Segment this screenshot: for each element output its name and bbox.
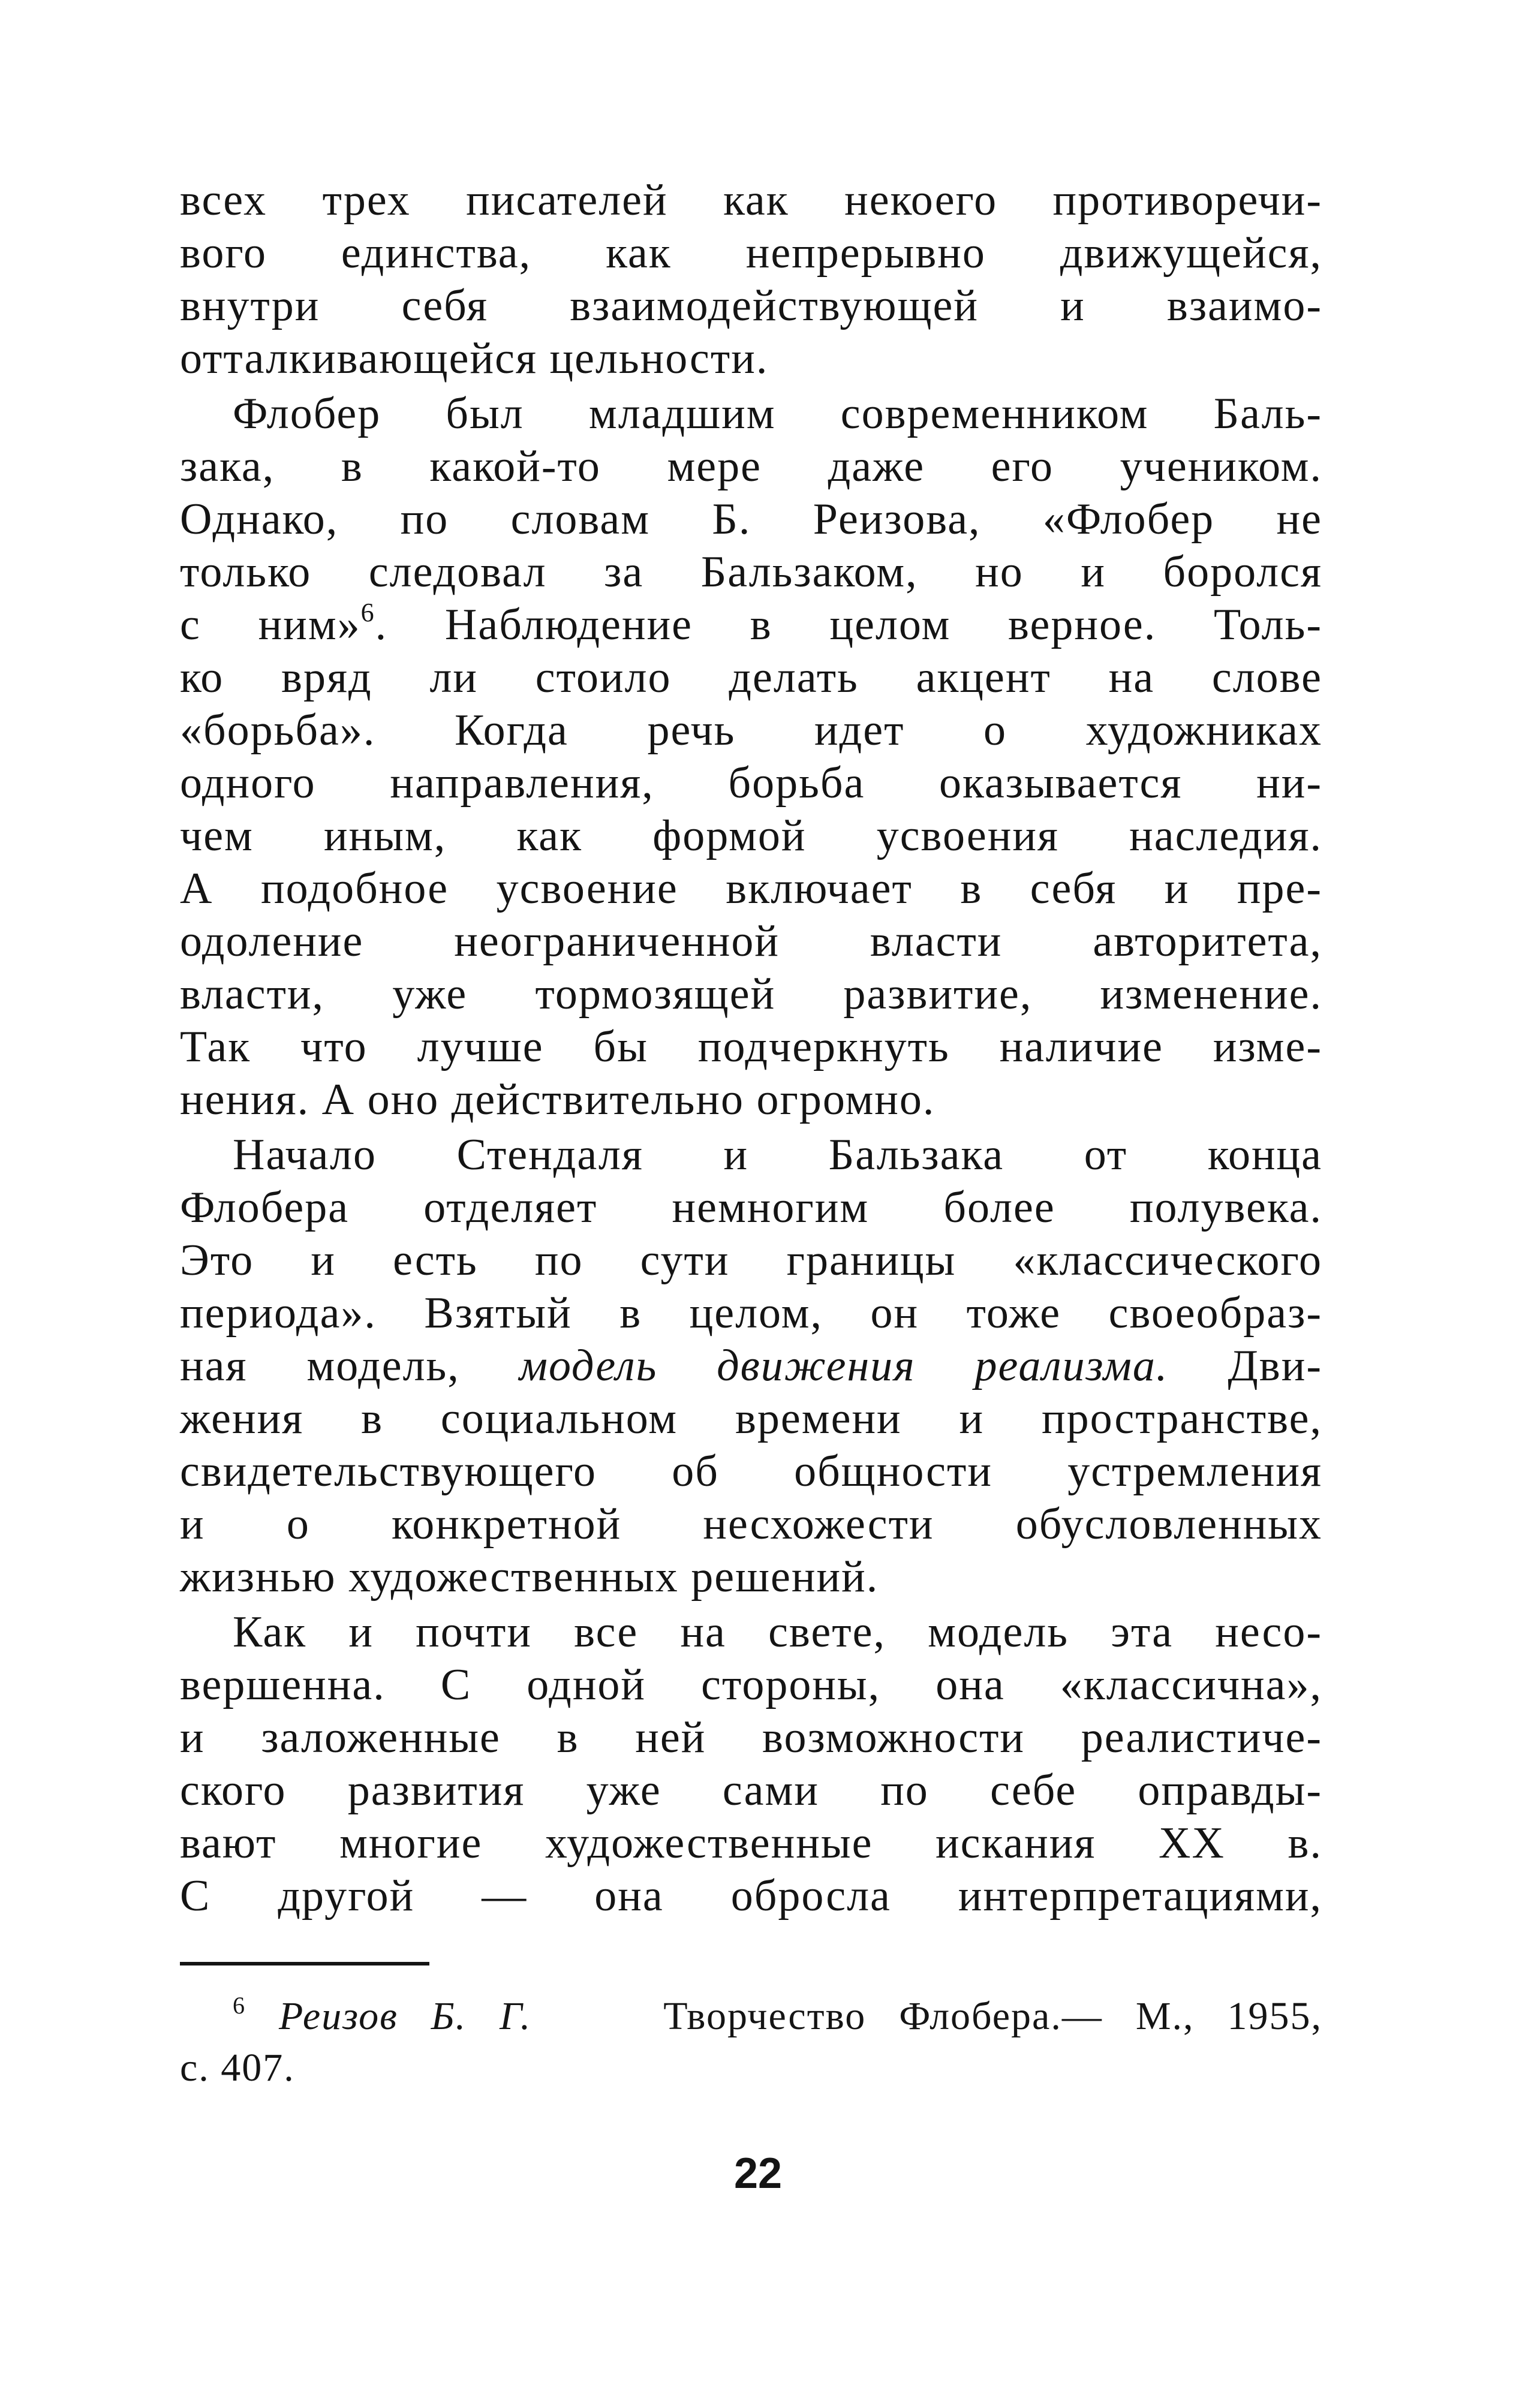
footnote-reference[interactable]: 6 xyxy=(360,598,375,627)
paragraph xyxy=(180,1606,1322,1922)
text-line: свидетельствующего об общности устремления xyxy=(180,1447,1322,1496)
text-line: чем иным, как формой усвоения наследия. xyxy=(180,811,1322,860)
paragraph xyxy=(180,1128,1322,1603)
text-line-with-emphasis xyxy=(180,1340,1322,1392)
text-line: и о конкретной несхожести обусловленных xyxy=(180,1500,1322,1549)
text-line: Флобера отделяет немногим более полувека. xyxy=(180,1183,1322,1232)
text-line: «борьба». Когда речь идет о художниках xyxy=(180,706,1322,755)
text-line-with-footnote-ref xyxy=(180,598,1322,651)
text-line: нения. А оно действительно огромно. xyxy=(180,1075,936,1124)
text-line: всех трех писателей как некоего противоречи- xyxy=(180,176,1322,225)
footnote-author: Реизов Б. Г. xyxy=(279,1994,532,2038)
paragraph xyxy=(180,387,1322,1126)
paragraph xyxy=(180,174,1322,385)
text-line: Флобер был младшим современником Баль- xyxy=(233,389,1322,438)
text-line: отталкивающейся цельности. xyxy=(180,334,769,383)
text-line: внутри себя взаимодействующей и взаимо- xyxy=(180,281,1322,330)
text-line: только следовал за Бальзаком, но и боролся xyxy=(180,547,1322,597)
text-line: Как и почти все на свете, модель эта несо- xyxy=(233,1608,1322,1657)
footnote-line xyxy=(180,1991,1322,2042)
body-text xyxy=(180,174,1322,1922)
text-line: Так что лучше бы подчеркнуть наличие изме- xyxy=(180,1022,1322,1071)
text-line: жения в социальном времени и пространстве, xyxy=(180,1394,1322,1443)
text-line: А подобное усвоение включает в себя и пре- xyxy=(180,864,1322,913)
text-line: жизнью художественных решений. xyxy=(180,1552,879,1602)
text-fragment: Дви- xyxy=(1168,1341,1322,1390)
footnote-separator xyxy=(180,1962,429,1965)
text-line: зака, в какой-то мере даже его учеником. xyxy=(180,442,1322,491)
text-line: власти, уже тормозящей развитие, изменение. xyxy=(180,970,1322,1019)
text-line: и заложенные в ней возможности реалистиче- xyxy=(180,1713,1322,1762)
text-line: вого единства, как непрерывно движущейся, xyxy=(180,228,1322,278)
footnote xyxy=(180,1991,1322,2094)
text-line: ского развития уже сами по себе оправды- xyxy=(180,1766,1322,1815)
footnote-marker: 6 xyxy=(233,1992,246,2019)
text-line: ко вряд ли стоило делать акцент на слове xyxy=(180,653,1322,702)
text-line: Начало Стендаля и Бальзака от конца xyxy=(233,1130,1322,1179)
text-line: одного направления, борьба оказывается ни- xyxy=(180,758,1322,808)
text-fragment: . Наблюдение в целом верное. Толь- xyxy=(375,600,1322,649)
italic-emphasis: модель движения реализма. xyxy=(519,1341,1169,1390)
text-line: одоление неограниченной власти авторитета, xyxy=(180,917,1322,966)
text-line: периода». Взятый в целом, он тоже своеобраз- xyxy=(180,1289,1322,1338)
footnote-line: с. 407. xyxy=(180,2046,295,2090)
text-line: Это и есть по сути границы «классического xyxy=(180,1236,1322,1285)
text-line: С другой — она обросла интерпретациями, xyxy=(180,1871,1322,1921)
text-line: вершенна. С одной стороны, она «классична», xyxy=(180,1660,1322,1709)
footnote-text: Творчество Флобера.— М., 1955, xyxy=(663,1994,1323,2038)
text-line: Однако, по словам Б. Реизова, «Флобер не xyxy=(180,495,1322,544)
text-line: вают многие художественные искания XX в. xyxy=(180,1819,1322,1868)
text-fragment: ная модель, xyxy=(180,1341,460,1390)
page-number: 22 xyxy=(733,2150,783,2198)
text-fragment: с ним» xyxy=(180,600,361,649)
